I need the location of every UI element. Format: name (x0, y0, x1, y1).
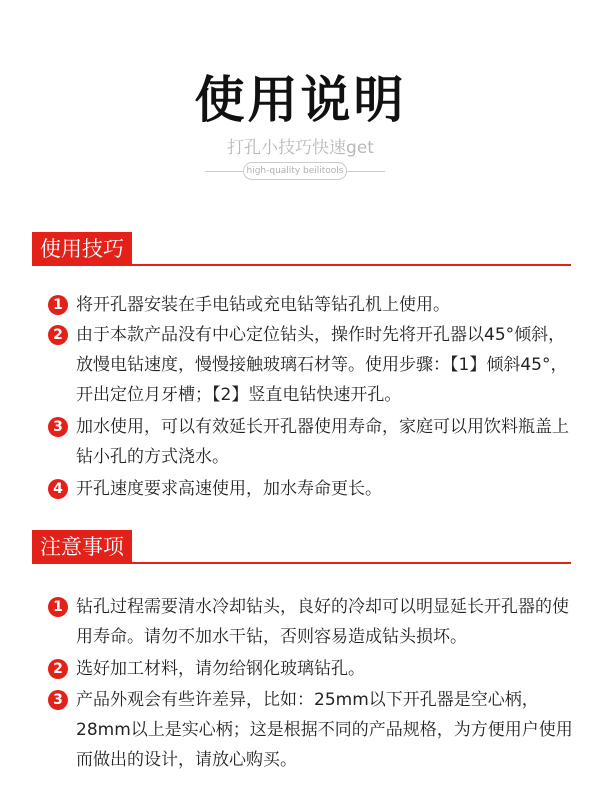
number-badge-icon: 3 (48, 690, 68, 710)
usage-tip-text: 加水使用，可以有效延长开孔器使用寿命，家庭可以用饮料瓶盖上钻小孔的方式浇水。 (76, 417, 569, 467)
number-badge-icon: 3 (48, 417, 68, 437)
precaution-text: 产品外观会有些许差异，比如：25mm以下开孔器是空心柄，28mm以上是实心柄；这是根据不同的产品规格，为方便用户使用而做出的设计，请放心购买。 (76, 690, 573, 770)
section-usage-tips-heading: 使用技巧 (32, 232, 132, 266)
tagline-divider-left (205, 171, 243, 172)
usage-tip-text: 将开孔器安装在手电钻或充电钻等钻孔机上使用。 (76, 295, 450, 315)
section-precautions-divider (32, 562, 571, 564)
number-badge-icon: 2 (48, 659, 68, 679)
number-badge-icon: 2 (48, 325, 68, 345)
tagline-divider-right (347, 171, 385, 172)
tagline-badge (205, 162, 385, 182)
section-precautions-heading: 注意事项 (32, 530, 132, 564)
number-badge-icon: 1 (48, 597, 68, 617)
page-title: 使用说明 (194, 71, 407, 129)
precaution-text: 选好加工材料，请勿给钢化玻璃钻孔。 (76, 659, 365, 679)
section-usage-tips-divider (32, 264, 571, 266)
usage-tip-text: 由于本款产品没有中心定位钻头，操作时先将开孔器以45°倾斜，放慢电钻速度，慢慢接触玻璃石材等。使用步骤：【1】倾斜45°，开出定位月牙槽；【2】竖直电钻快速开孔。 (76, 325, 568, 405)
number-badge-icon: 4 (48, 479, 68, 499)
precaution-text: 钻孔过程需要清水冷却钻头，良好的冷却可以明显延长开孔器的使用寿命。请勿不加水干钻，否则容易造成钻头损坏。 (76, 597, 569, 647)
tagline-text: high-quality beilitools (243, 162, 347, 180)
page-subtitle: 打孔小技巧快速get (227, 138, 374, 158)
number-badge-icon: 1 (48, 295, 68, 315)
usage-tip-text: 开孔速度要求高速使用，加水寿命更长。 (76, 479, 382, 499)
